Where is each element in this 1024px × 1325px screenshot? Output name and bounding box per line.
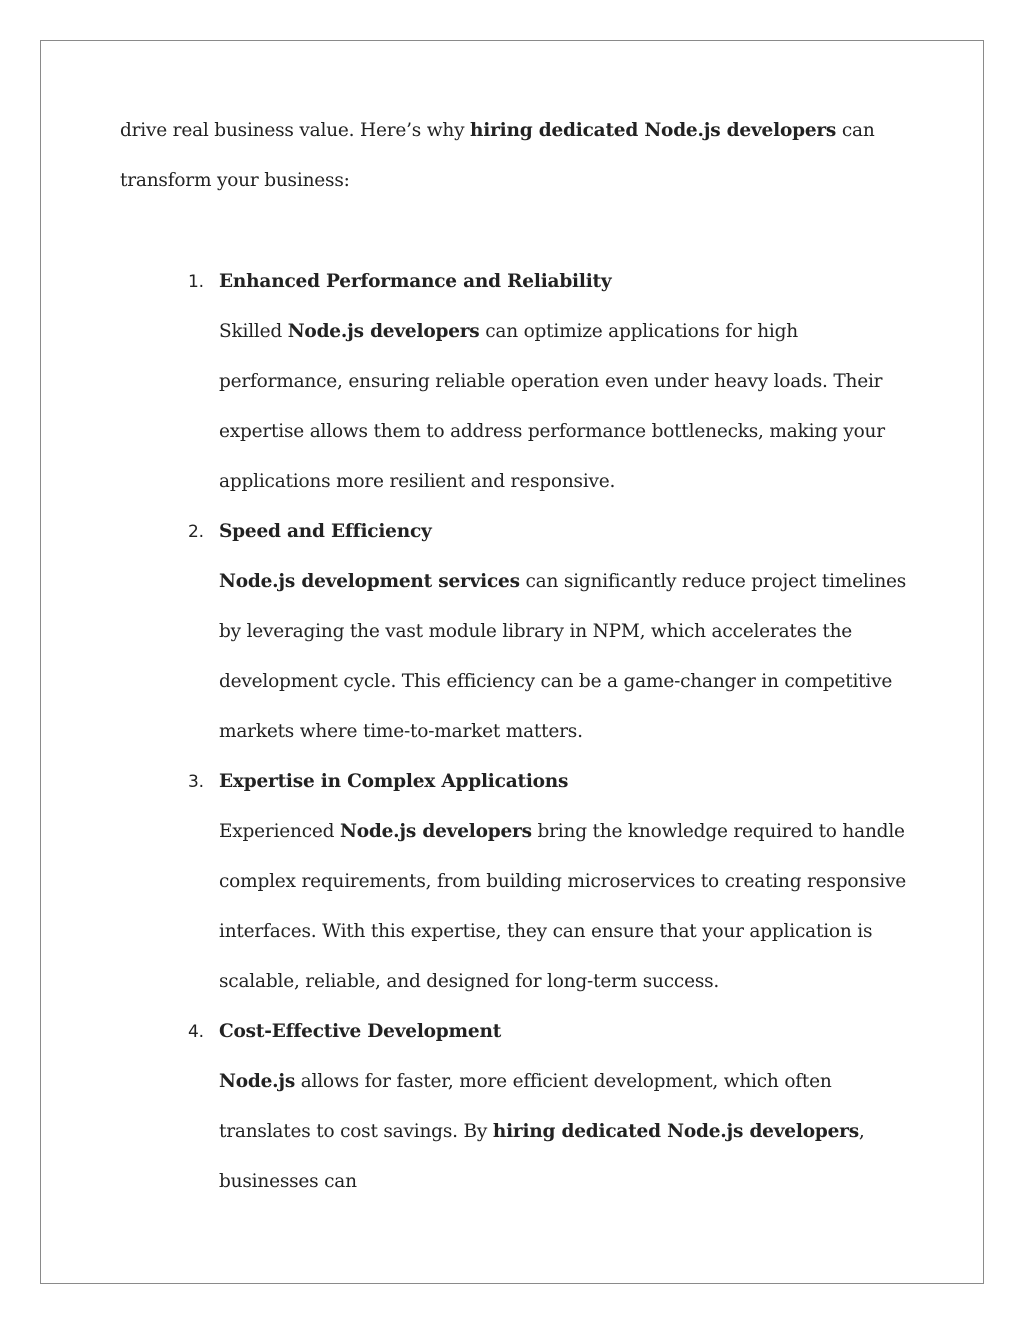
numbered-list [120,257,910,1207]
body-text: Experienced [219,821,340,842]
list-item-heading: Enhanced Performance and Reliability [219,271,612,292]
list-item [120,507,910,757]
intro-text-end: can transform your business: [120,120,875,191]
list-item-body [219,557,910,757]
body-bold-text: Node.js [219,1071,296,1092]
intro-text: drive real business value. Here’s why [120,120,471,141]
list-item-heading: Cost-Effective Development [219,1021,502,1042]
body-bold-text: hiring dedicated Node.js developers [492,1121,859,1142]
list-item-heading: Speed and Efficiency [219,521,432,542]
body-bold-text: Node.js developers [340,821,532,842]
list-item-number: 1. [188,272,204,292]
intro-bold-text: hiring dedicated Node.js developers [470,120,837,141]
list-item [120,1007,910,1207]
list-item-body [219,1057,910,1207]
body-bold-text: Node.js development services [219,571,520,592]
body-text: bring the knowledge required to handle complex requirements, from building microservices to creating responsive interfaces. With this expertise, they can ensure that your application is scalable, reliable, and designed for long-term success. [219,821,907,992]
list-item-heading: Expertise in Complex Applications [219,771,569,792]
list-item-body [219,307,910,507]
list-item-body [219,807,910,1007]
list-item-number: 3. [188,772,204,792]
document-body [120,106,910,1207]
list-item [120,757,910,1007]
body-bold-text: Node.js developers [287,321,480,342]
list-item-number: 2. [188,522,204,542]
list-item [120,257,910,507]
body-text: allows for faster, more efficient development, which often translates to cost savings. By [219,1071,832,1142]
body-text: can significantly reduce project timelines by leveraging the vast module library in NPM, which accelerates the development cycle. This efficiency can be a game-changer in competitive markets where time-to-market matters. [219,571,907,742]
intro-paragraph [120,106,910,206]
body-text: can optimize applications for high performance, ensuring reliable operation even under heavy loads. Their expertise allows them to address performance bottlenecks, making your applications more resilient and responsive. [219,321,885,492]
body-text: Skilled [219,321,288,342]
list-item-number: 4. [188,1022,204,1042]
body-text: , businesses can [219,1121,865,1192]
